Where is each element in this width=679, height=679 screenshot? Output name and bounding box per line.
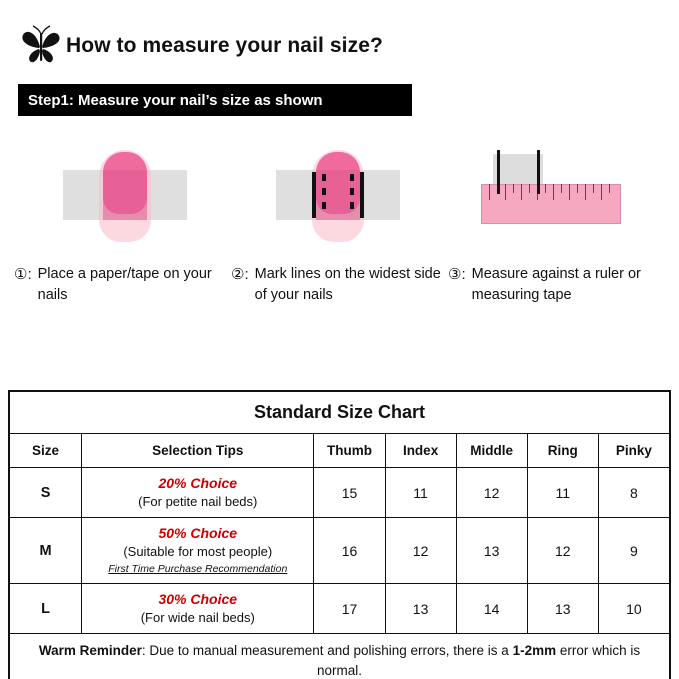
- ruler-tick: [585, 184, 586, 200]
- cell-middle: 13: [456, 518, 527, 584]
- step-banner-text: Step1: Measure your nail’s size as shown: [28, 91, 323, 109]
- ruler-tick: [513, 184, 514, 193]
- table-row: [10, 468, 670, 518]
- cell-ring: 13: [527, 584, 598, 634]
- step-banner: [18, 84, 412, 116]
- header-selection-tips: Selection Tips: [82, 434, 314, 468]
- illustration-step-3: [444, 144, 657, 254]
- cell-selection-tips: [82, 518, 314, 584]
- caption-row: [0, 264, 679, 306]
- cell-size: S: [10, 468, 82, 518]
- caption-step-1: [14, 264, 231, 306]
- cell-thumb: 16: [314, 518, 385, 584]
- header-index: Index: [385, 434, 456, 468]
- reminder-highlight: 1-2mm: [512, 643, 557, 658]
- table-row: [10, 584, 670, 634]
- ruler-tick: [561, 184, 562, 193]
- mark-line-right-icon: [360, 172, 364, 218]
- size-chart-page: [0, 22, 679, 679]
- measure-line-right-icon: [537, 150, 540, 194]
- choice-desc: (For petite nail beds): [138, 494, 258, 509]
- step-marker-2: ②:: [231, 266, 249, 283]
- dash-mark: [322, 202, 326, 209]
- ruler-tick: [529, 184, 530, 193]
- dash-mark: [322, 188, 326, 195]
- table-header-row: [10, 434, 670, 468]
- ruler-tick: [489, 184, 490, 200]
- ruler-tick: [569, 184, 570, 200]
- header-ring: Ring: [527, 434, 598, 468]
- ruler-tick: [545, 184, 546, 193]
- header-size: Size: [10, 434, 82, 468]
- cell-size: L: [10, 584, 82, 634]
- step-marker-3: ③:: [448, 266, 466, 283]
- ruler-tick: [505, 184, 506, 200]
- illustration-row: [0, 144, 679, 254]
- choice-note: First Time Purchase Recommendation: [108, 563, 288, 575]
- step-text-3: Measure against a ruler or measuring tape: [471, 266, 641, 303]
- cell-pinky: 8: [598, 468, 669, 518]
- choice-percent: 50% Choice: [158, 525, 238, 541]
- warm-reminder: [10, 634, 670, 679]
- cell-middle: 12: [456, 468, 527, 518]
- choice-desc: (For wide nail beds): [140, 610, 255, 625]
- nail-tape-overlap: [103, 170, 147, 220]
- caption-step-3: [448, 264, 665, 306]
- cell-index: 13: [385, 584, 456, 634]
- cell-selection-tips: [82, 468, 314, 518]
- measure-line-left-icon: [497, 150, 500, 194]
- cell-ring: 11: [527, 468, 598, 518]
- header-thumb: Thumb: [314, 434, 385, 468]
- cell-pinky: 9: [598, 518, 669, 584]
- reminder-text: : Due to manual measurement and polishing errors, there is a: [141, 643, 513, 658]
- header-middle: Middle: [456, 434, 527, 468]
- cell-index: 11: [385, 468, 456, 518]
- page-header: [18, 22, 679, 70]
- table-row: [10, 518, 670, 584]
- ruler-tick: [601, 184, 602, 200]
- dash-mark: [350, 188, 354, 195]
- standard-size-chart: [8, 390, 671, 679]
- step-text-2: Mark lines on the widest side of your nails: [254, 266, 441, 303]
- header-pinky: Pinky: [598, 434, 669, 468]
- ruler-tick: [609, 184, 610, 193]
- dash-mark: [322, 174, 326, 181]
- cell-middle: 14: [456, 584, 527, 634]
- illustration-step-2: [231, 144, 444, 254]
- ruler-tick: [593, 184, 594, 193]
- ruler-tick: [553, 184, 554, 200]
- cell-index: 12: [385, 518, 456, 584]
- butterfly-icon: [18, 23, 64, 69]
- ruler-tick: [521, 184, 522, 200]
- cell-selection-tips: [82, 584, 314, 634]
- cell-thumb: 17: [314, 584, 385, 634]
- ruler-shape: [481, 184, 621, 224]
- caption-step-2: [231, 264, 448, 306]
- step-text-1: Place a paper/tape on your nails: [37, 266, 212, 303]
- table-title-row: [10, 392, 670, 434]
- cell-size: M: [10, 518, 82, 584]
- dash-mark: [350, 174, 354, 181]
- reminder-label: Warm Reminder: [38, 643, 142, 658]
- dash-mark: [350, 202, 354, 209]
- choice-percent: 20% Choice: [158, 475, 238, 491]
- illustration-step-1: [18, 144, 231, 254]
- choice-desc: (Suitable for most people): [123, 544, 273, 559]
- choice-percent: 30% Choice: [158, 591, 238, 607]
- cell-pinky: 10: [598, 584, 669, 634]
- mark-line-left-icon: [312, 172, 316, 218]
- cell-ring: 12: [527, 518, 598, 584]
- reminder-tail: error which is normal.: [316, 643, 641, 678]
- page-title: How to measure your nail size?: [66, 34, 383, 57]
- chart-title: Standard Size Chart: [10, 392, 670, 434]
- cell-thumb: 15: [314, 468, 385, 518]
- size-chart-table: [9, 391, 670, 679]
- ruler-tick: [577, 184, 578, 193]
- step-marker-1: ①:: [14, 266, 32, 283]
- table-reminder-row: [10, 634, 670, 679]
